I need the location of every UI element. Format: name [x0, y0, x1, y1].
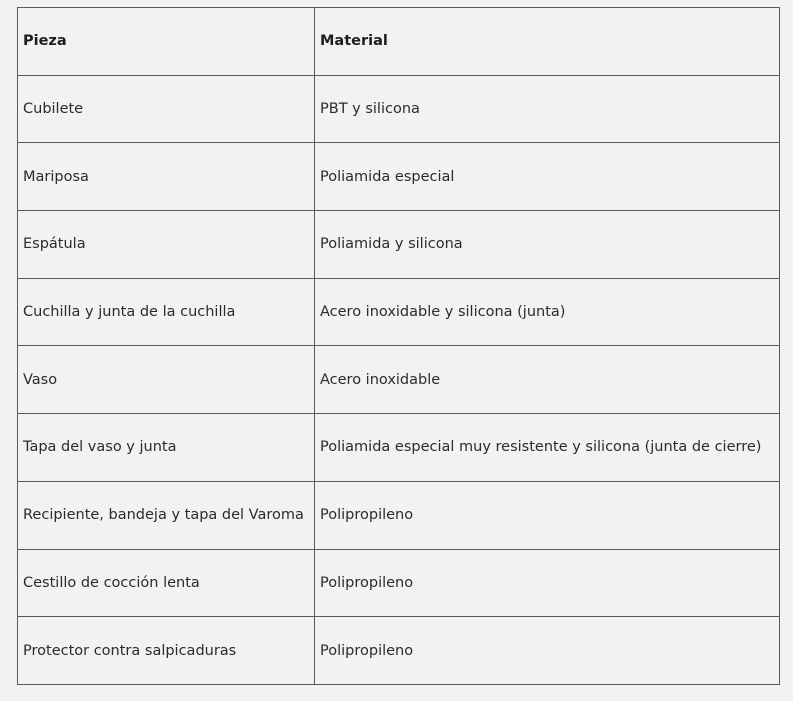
header-pieza: Pieza: [18, 8, 315, 76]
cell-pieza: Tapa del vaso y junta: [18, 414, 315, 482]
cell-material: Polipropileno: [315, 549, 780, 617]
cell-pieza: Cubilete: [18, 75, 315, 143]
table-row: [18, 143, 780, 211]
cell-material: Acero inoxidable: [315, 346, 780, 414]
cell-material: Polipropileno: [315, 481, 780, 549]
table-row: [18, 278, 780, 346]
cell-material: Polipropileno: [315, 617, 780, 685]
cell-pieza: Espátula: [18, 211, 315, 279]
table-row: [18, 617, 780, 685]
header-material: Material: [315, 8, 780, 76]
table-header-row: [18, 8, 780, 76]
table-row: [18, 211, 780, 279]
cell-pieza: Recipiente, bandeja y tapa del Varoma: [18, 481, 315, 549]
cell-pieza: Cuchilla y junta de la cuchilla: [18, 278, 315, 346]
cell-material: Poliamida y silicona: [315, 211, 780, 279]
cell-material: Poliamida especial: [315, 143, 780, 211]
materials-table: [17, 7, 780, 685]
cell-pieza: Cestillo de cocción lenta: [18, 549, 315, 617]
table-row: [18, 75, 780, 143]
table-row: [18, 414, 780, 482]
materials-table-container: [17, 7, 779, 694]
cell-material: Acero inoxidable y silicona (junta): [315, 278, 780, 346]
cell-pieza: Protector contra salpicaduras: [18, 617, 315, 685]
cell-material: PBT y silicona: [315, 75, 780, 143]
table-row: [18, 481, 780, 549]
cell-pieza: Vaso: [18, 346, 315, 414]
cell-pieza: Mariposa: [18, 143, 315, 211]
table-row: [18, 549, 780, 617]
table-row: [18, 346, 780, 414]
cell-material: Poliamida especial muy resistente y silicona (junta de cierre): [315, 414, 780, 482]
